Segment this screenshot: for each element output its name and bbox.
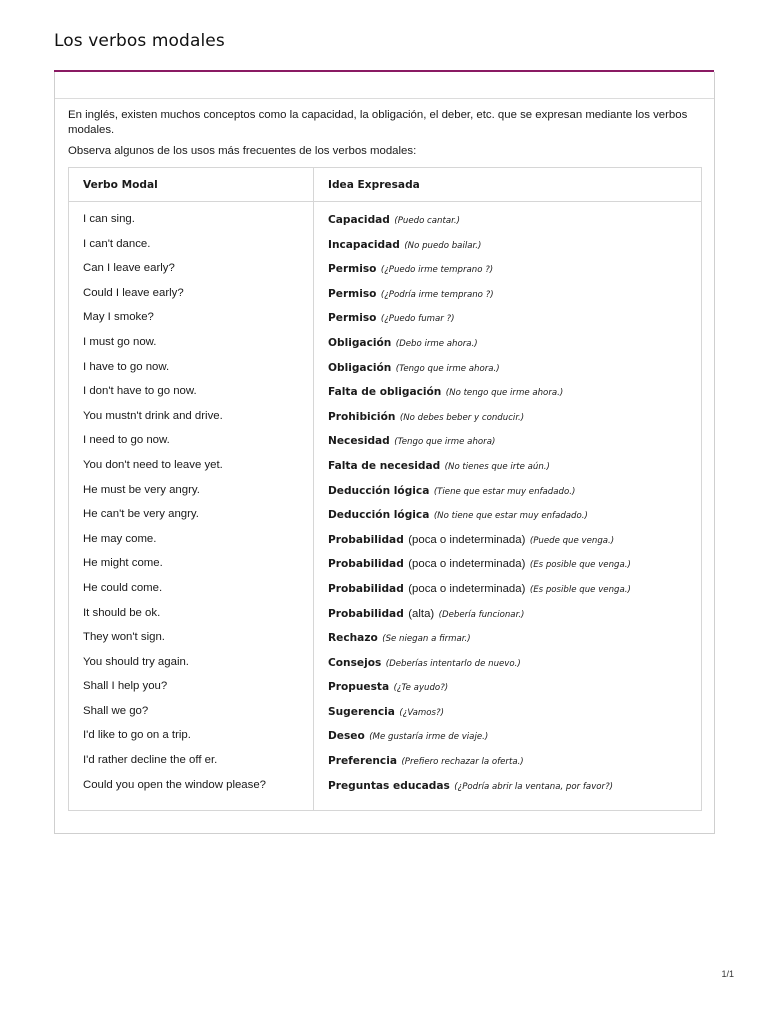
- table-cell-idea: [314, 753, 701, 778]
- idea-label: Deseo: [328, 730, 365, 743]
- table-cell-verb: I don't have to go now.: [83, 385, 197, 398]
- idea-translation: (Prefiero rechazar la oferta.): [401, 757, 524, 768]
- idea-translation: (¿Podría irme temprano ?): [380, 289, 494, 300]
- idea-translation: (¿Vamos?): [399, 707, 444, 718]
- idea-translation: (Me gustaría irme de viaje.): [369, 732, 489, 743]
- table-cell-verb: You don't need to leave yet.: [83, 458, 223, 471]
- idea-label: Probabilidad: [328, 607, 404, 620]
- page-title: Los verbos modales: [54, 31, 225, 51]
- table-cell-idea: [314, 704, 701, 729]
- table-cell-verb: He can't be very angry.: [83, 508, 199, 521]
- table-cell-verb: Can I leave early?: [83, 262, 175, 275]
- idea-translation: (Tiene que estar muy enfadado.): [433, 486, 576, 497]
- idea-label: Probabilidad: [328, 582, 404, 595]
- verb-column: [69, 202, 314, 810]
- idea-translation: (Debería funcionar.): [438, 609, 525, 620]
- modal-verbs-table: [68, 167, 702, 811]
- table-cell-verb: Shall we go?: [83, 704, 149, 717]
- table-cell-verb: May I smoke?: [83, 311, 154, 324]
- idea-label: Probabilidad: [328, 533, 404, 546]
- table-cell-idea: [314, 679, 701, 704]
- table-cell-idea: [314, 458, 701, 483]
- table-cell-idea: [314, 409, 701, 434]
- table-cell-idea: [314, 483, 701, 508]
- table-cell-verb: I'd rather decline the off er.: [83, 754, 218, 767]
- idea-translation: (Puedo cantar.): [394, 216, 460, 226]
- idea-translation: (No puedo bailar.): [404, 240, 482, 251]
- table-cell-idea: [314, 778, 701, 803]
- table-cell-verb: I can't dance.: [83, 237, 151, 250]
- idea-label: Prohibición: [328, 410, 396, 423]
- idea-translation: (Debo irme ahora.): [395, 338, 478, 349]
- table-cell-idea: [314, 581, 701, 606]
- idea-label: Deducción lógica: [328, 484, 430, 497]
- idea-label: Probabilidad: [328, 558, 404, 571]
- table-cell-verb: I'd like to go on a trip.: [83, 729, 191, 742]
- table-cell-verb: You mustn't drink and drive.: [83, 409, 223, 422]
- table-cell-verb: Could you open the window please?: [83, 778, 267, 791]
- table-cell-idea: [314, 433, 701, 458]
- table-cell-verb: Shall I help you?: [83, 680, 168, 693]
- idea-label: Falta de necesidad: [328, 459, 441, 472]
- idea-label: Deducción lógica: [328, 509, 430, 522]
- idea-translation: (¿Podría abrir la ventana, por favor?): [454, 781, 613, 792]
- idea-label: Sugerencia: [328, 705, 395, 718]
- idea-label: Propuesta: [328, 681, 390, 694]
- table-cell-idea: [314, 606, 701, 631]
- table-cell-idea: [314, 655, 701, 680]
- idea-translation: (No debes beber y conducir.): [399, 412, 525, 423]
- table-cell-verb: It should be ok.: [83, 606, 161, 619]
- table-cell-verb: He could come.: [83, 581, 163, 594]
- frame-divider: [55, 98, 714, 99]
- table-cell-idea: [314, 310, 701, 335]
- table-cell-verb: He must be very angry.: [83, 483, 200, 496]
- idea-translation: (Tengo que irme ahora): [394, 437, 496, 448]
- table-cell-idea: [314, 212, 701, 237]
- idea-qualifier: (alta): [408, 607, 435, 620]
- idea-translation: (No tiene que estar muy enfadado.): [433, 511, 588, 522]
- table-cell-idea: [314, 360, 701, 385]
- table-cell-verb: He may come.: [83, 532, 157, 545]
- table-cell-verb: I can sing.: [83, 213, 135, 225]
- table-cell-idea: [314, 286, 701, 311]
- idea-translation: (Se niegan a firmar.): [382, 634, 471, 645]
- intro-paragraph: En inglés, existen muchos conceptos como la capacidad, la obligación, el deber, etc. que se expresan mediante los verbos modales.: [68, 109, 688, 136]
- idea-label: Capacidad: [328, 214, 390, 226]
- idea-label: Necesidad: [328, 435, 390, 448]
- table-body: [69, 202, 701, 810]
- idea-translation: (¿Puedo fumar ?): [380, 314, 455, 325]
- idea-qualifier: (poca o indeterminada): [408, 533, 526, 546]
- idea-translation: (¿Puedo irme temprano ?): [380, 265, 494, 276]
- idea-label: Permiso: [328, 287, 377, 300]
- intro-prompt: Observa algunos de los usos más frecuentes de los verbos modales:: [68, 145, 417, 157]
- idea-label: Incapacidad: [328, 238, 400, 251]
- content-frame: [54, 72, 715, 834]
- table-cell-verb: You should try again.: [83, 655, 189, 668]
- idea-translation: (Es posible que venga.): [529, 560, 631, 571]
- idea-translation: (Deberías intentarlo de nuevo.): [385, 658, 521, 669]
- idea-label: Consejos: [328, 656, 382, 669]
- idea-label: Permiso: [328, 312, 377, 325]
- idea-label: Obligación: [328, 336, 392, 349]
- idea-translation: (No tienes que irte aún.): [444, 461, 550, 472]
- idea-qualifier: (poca o indeterminada): [408, 582, 526, 595]
- table-cell-verb: He might come.: [83, 557, 163, 570]
- table-cell-verb: I must go now.: [83, 335, 157, 348]
- table-cell-idea: [314, 335, 701, 360]
- table-cell-verb: I need to go now.: [83, 434, 170, 447]
- table-cell-verb: Could I leave early?: [83, 286, 184, 299]
- idea-label: Permiso: [328, 263, 377, 276]
- header-idea-expresada: Idea Expresada: [328, 179, 420, 191]
- idea-translation: (Puede que venga.): [529, 535, 615, 546]
- table-cell-idea: [314, 532, 701, 557]
- idea-translation: (Tengo que irme ahora.): [395, 363, 500, 374]
- table-cell-idea: [314, 237, 701, 262]
- header-verb-modal: Verbo Modal: [69, 168, 314, 201]
- idea-translation: (No tengo que irme ahora.): [445, 388, 564, 399]
- table-header: [69, 168, 701, 202]
- idea-label: Falta de obligación: [328, 386, 442, 399]
- idea-label: Preferencia: [328, 755, 397, 768]
- table-cell-idea: [314, 728, 701, 753]
- idea-translation: (¿Te ayudo?): [393, 683, 449, 694]
- idea-column: [314, 202, 701, 810]
- page-number: 1/1: [721, 969, 734, 979]
- idea-translation: (Es posible que venga.): [529, 584, 631, 595]
- table-cell-idea: [314, 630, 701, 655]
- idea-label: Preguntas educadas: [328, 779, 450, 792]
- idea-label: Rechazo: [328, 632, 378, 645]
- table-cell-verb: They won't sign.: [83, 631, 165, 644]
- table-cell-idea: [314, 556, 701, 581]
- idea-qualifier: (poca o indeterminada): [408, 558, 526, 571]
- idea-label: Obligación: [328, 361, 392, 374]
- table-cell-idea: [314, 507, 701, 532]
- table-cell-idea: [314, 384, 701, 409]
- table-cell-verb: I have to go now.: [83, 360, 170, 373]
- table-cell-idea: [314, 261, 701, 286]
